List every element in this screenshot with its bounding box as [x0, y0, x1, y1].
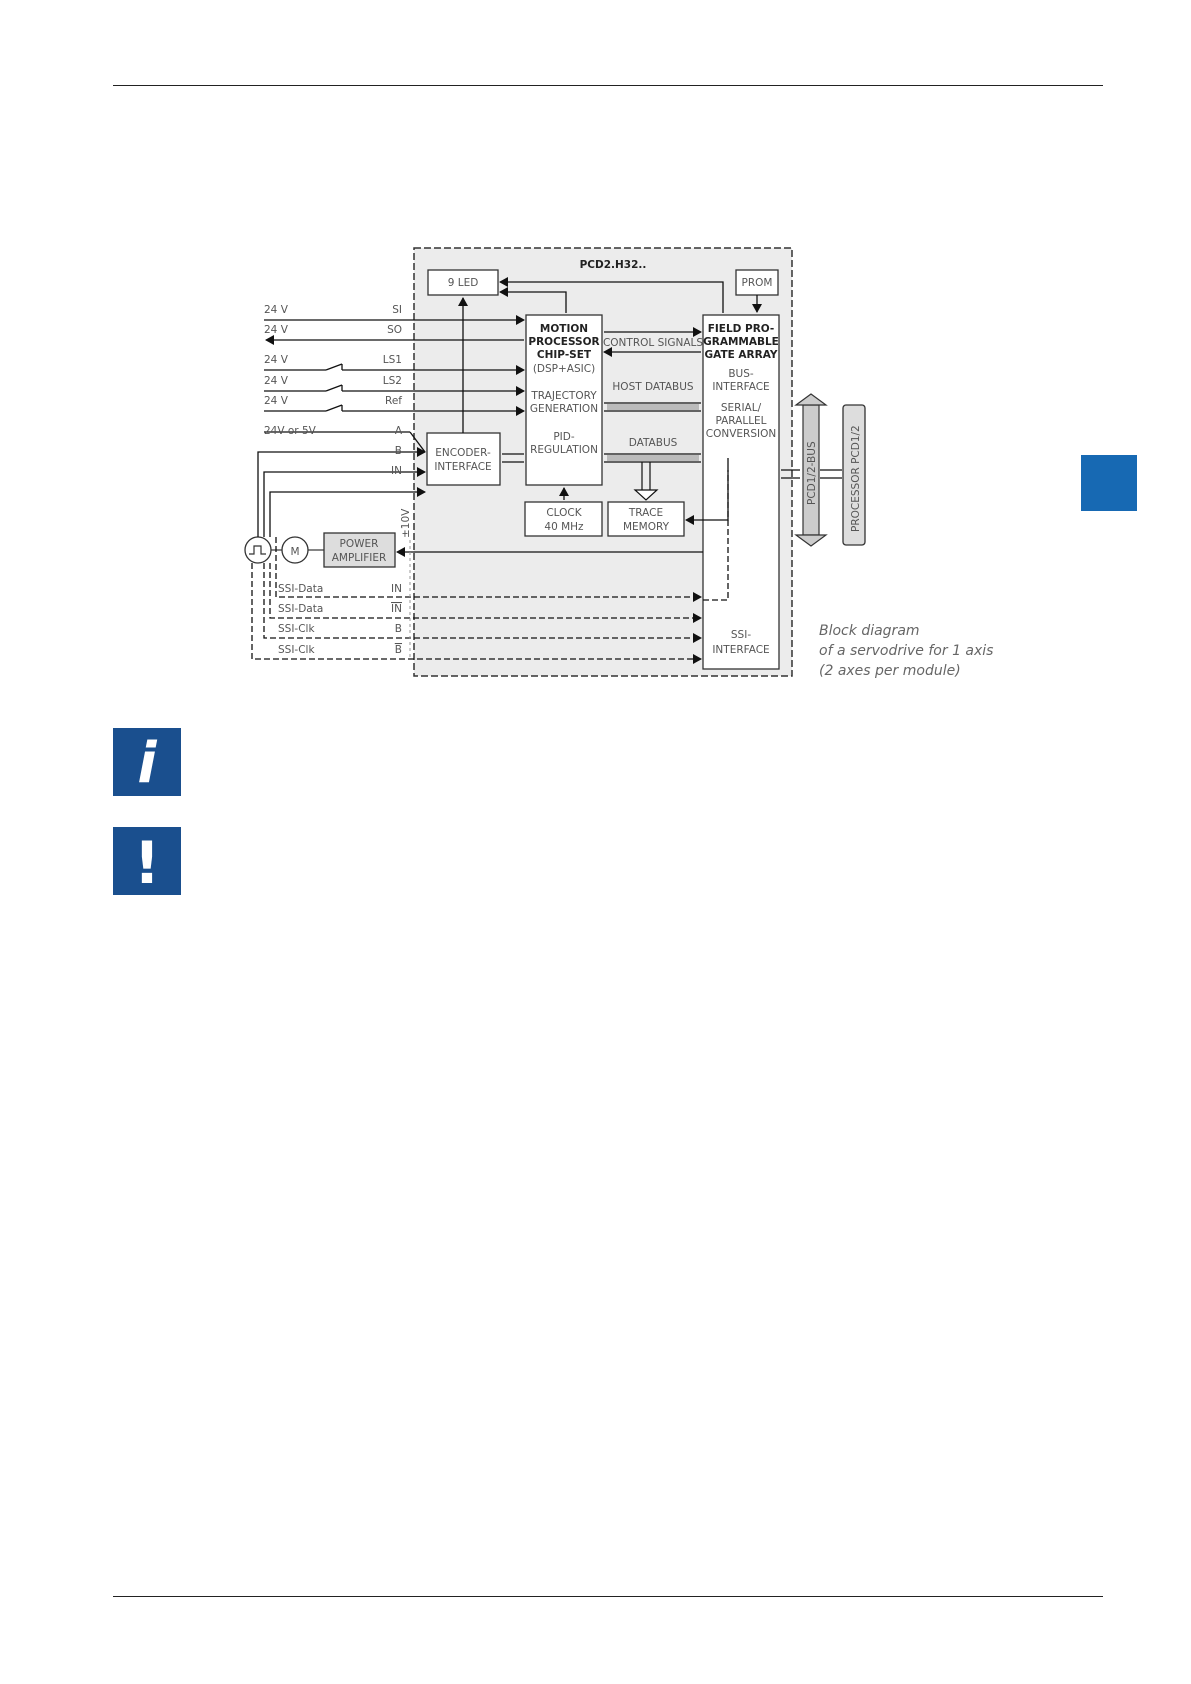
ssi-right-4: B	[394, 644, 402, 656]
motion-line-6: GENERATION	[529, 403, 599, 415]
svg-text:!: !	[133, 831, 161, 891]
chapter-tab-marker	[1081, 455, 1137, 511]
input-right-2: SO	[387, 324, 402, 336]
motion-line-3: CHIP-SET	[536, 349, 592, 361]
warning-notice-box	[113, 827, 181, 895]
block-diagram	[0, 0, 1191, 700]
fpga-line-3: GATE ARRAY	[704, 349, 778, 361]
encoder-block	[427, 433, 500, 485]
caption-line-2: of a servodrive for 1 axis	[819, 643, 994, 659]
motor-label: M	[290, 546, 300, 558]
motion-line-8: REGULATION	[530, 444, 598, 456]
ssi-left-1: SSI-Data	[278, 583, 324, 595]
exclamation-icon	[127, 831, 167, 891]
motion-line-5: TRAJECTORY	[531, 390, 597, 402]
input-left-5: 24 V	[264, 395, 288, 407]
input-right-6: A	[394, 425, 402, 437]
power-line-1: POWER	[339, 538, 379, 550]
led-label: 9 LED	[447, 277, 479, 289]
ssi-right-3: B	[394, 623, 402, 635]
encoder-line-1: ENCODER-	[435, 447, 491, 459]
encoder-symbol	[245, 537, 271, 563]
input-right-3: LS1	[382, 354, 402, 366]
input-left-6: 24V or 5V	[264, 425, 316, 437]
voltage-10v-label: ±10V	[400, 508, 412, 538]
module-title: PCD2.H32..	[579, 259, 647, 271]
input-right-5: Ref	[385, 395, 402, 407]
encoder-line-2: INTERFACE	[434, 461, 492, 473]
input-left-4: 24 V	[264, 375, 288, 387]
ssi-labels	[278, 583, 402, 656]
fpga-line-8: CONVERSION	[705, 428, 777, 440]
host-databus-label: HOST DATABUS	[612, 381, 694, 393]
motion-line-1: MOTION	[539, 323, 589, 335]
fpga-line-10: INTERFACE	[712, 644, 770, 656]
ssi-right-1: IN	[391, 583, 402, 595]
power-line-2: AMPLIFIER	[331, 552, 387, 564]
fpga-line-2: GRAMMABLE	[703, 336, 779, 348]
input-right-4: LS2	[382, 375, 402, 387]
motion-line-7: PID-	[553, 431, 575, 443]
fpga-line-9: SSI-	[730, 629, 752, 641]
info-notice-box	[113, 728, 181, 796]
fpga-line-7: PARALLEL	[715, 415, 767, 427]
prom-label: PROM	[741, 277, 773, 289]
caption-line-3: (2 axes per module)	[819, 663, 961, 679]
motion-line-4: (DSP+ASIC)	[532, 363, 596, 375]
fpga-line-5: INTERFACE	[712, 381, 770, 393]
input-left-1: 24 V	[264, 304, 288, 316]
fpga-line-6: SERIAL/	[720, 402, 762, 414]
info-icon	[127, 732, 167, 792]
caption-line-1: Block diagram	[819, 623, 920, 639]
ssi-right-2: IN	[391, 603, 402, 615]
ssi-left-4: SSI-Clk	[278, 644, 315, 656]
control-signals-label: CONTROL SIGNALS	[602, 337, 704, 349]
fpga-line-1: FIELD PRO-	[707, 323, 775, 335]
trace-line-1: TRACE	[628, 507, 664, 519]
input-right-7: B	[394, 445, 402, 457]
fpga-line-4: BUS-	[728, 368, 754, 380]
clock-line-2: 40 MHz	[544, 521, 584, 533]
ssi-left-2: SSI-Data	[278, 603, 324, 615]
input-left-2: 24 V	[264, 324, 288, 336]
input-right-1: SI	[392, 304, 402, 316]
motion-line-2: PROCESSOR	[528, 336, 600, 348]
ssi-left-3: SSI-Clk	[278, 623, 315, 635]
pcd-bus-label: PCD1/2-BUS	[806, 441, 818, 505]
clock-line-1: CLOCK	[546, 507, 582, 519]
input-right-8: IN	[391, 465, 402, 477]
input-left-3: 24 V	[264, 354, 288, 366]
processor-label: PROCESSOR PCD1/2	[850, 425, 862, 532]
trace-line-2: MEMORY	[622, 521, 670, 533]
footer-rule	[113, 1596, 1103, 1597]
databus-label: DATABUS	[628, 437, 678, 449]
svg-text:i: i	[137, 732, 157, 792]
